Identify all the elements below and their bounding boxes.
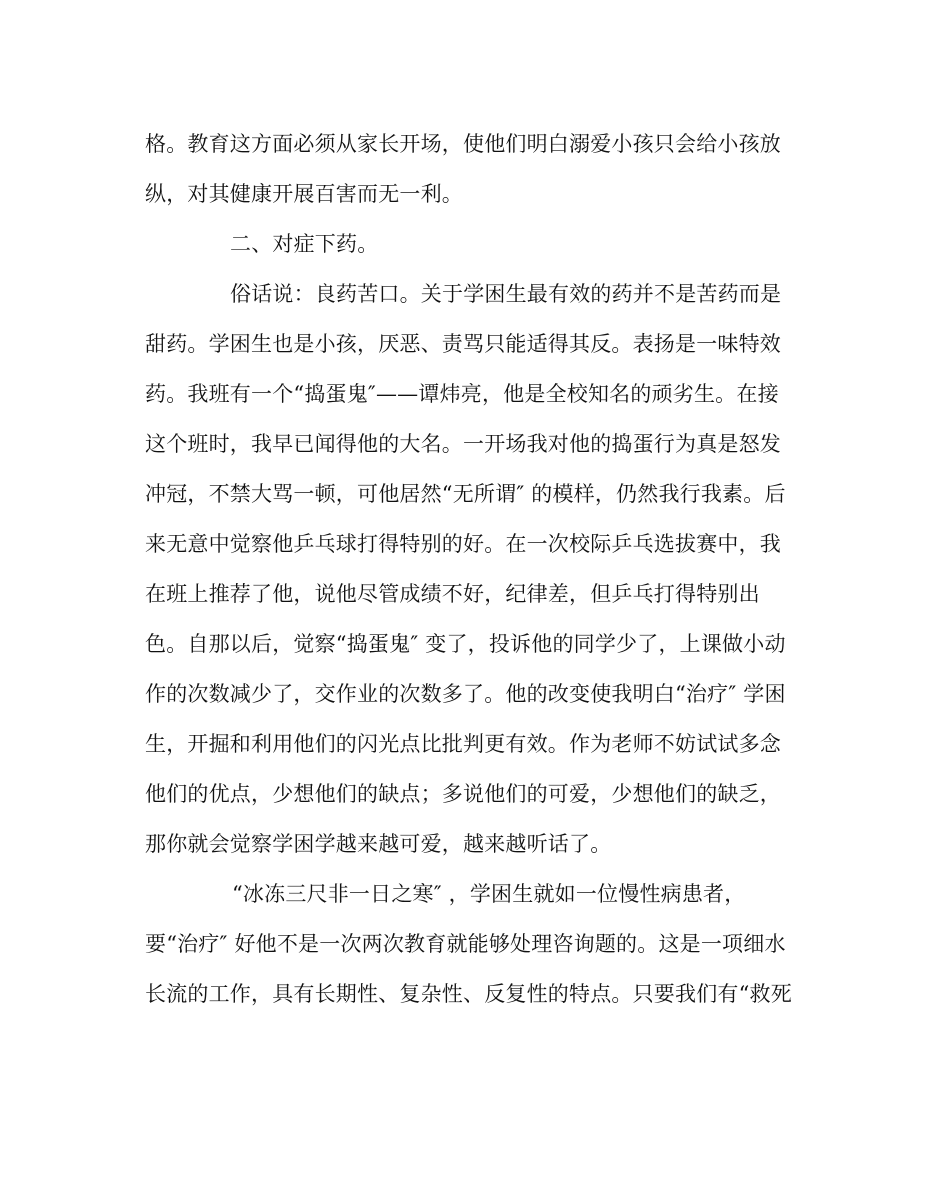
- text-line: “冰冻三尺非一日之寒″ ，学困生就如一位慢性病患者，: [232, 882, 746, 906]
- text-line: 长流的工作，具有长期性、复杂性、反复性的特点。只要我们有“救死: [145, 982, 792, 1006]
- text-line: 俗话说：良药苦口。关于学困生最有效的药并不是苦药而是: [230, 282, 782, 306]
- text-line: 药。我班有一个“捣蛋鬼″——谭炜亮，他是全校知名的顽劣生。在接: [145, 382, 779, 406]
- text-line: 冲冠，不禁大骂一顿，可他居然“无所谓″ 的模样，仍然我行我素。后: [145, 482, 786, 506]
- section-heading: 二、对症下药。: [230, 232, 379, 256]
- text-line: 色。自那以后，觉察“捣蛋鬼″ 变了，投诉他的同学少了，上课做小动: [145, 632, 786, 656]
- text-line: 格。教育这方面必须从家长开场，使他们明白溺爱小孩只会给小孩放: [145, 132, 781, 156]
- text-line: 甜药。学困生也是小孩，厌恶、责骂只能适得其反。表扬是一味特效: [145, 332, 781, 356]
- text-line: 要“治疗″ 好他不是一次两次教育就能够处理咨询题的。这是一项细水: [145, 932, 786, 956]
- text-line: 生，开掘和利用他们的闪光点比批判更有效。作为老师不妨试试多念: [145, 732, 781, 756]
- text-line: 作的次数减少了，交作业的次数多了。他的改变使我明白“治疗″ 学困: [145, 682, 786, 706]
- text-line: 在班上推荐了他，说他尽管成绩不好，纪律差，但乒乓打得特别出: [145, 582, 760, 606]
- text-line: 他们的优点，少想他们的缺点；多说他们的可爱，少想他们的缺乏，: [145, 782, 781, 806]
- text-line: 纵，对其健康开展百害而无一利。: [145, 182, 463, 206]
- text-line: 那你就会觉察学困学越来越可爱，越来越听话了。: [145, 832, 612, 856]
- text-line: 这个班时，我早已闻得他的大名。一开场我对他的捣蛋行为真是怒发: [145, 432, 781, 456]
- text-line: 来无意中觉察他乒乓球打得特别的好。在一次校际乒乓选拔赛中，我: [145, 532, 781, 556]
